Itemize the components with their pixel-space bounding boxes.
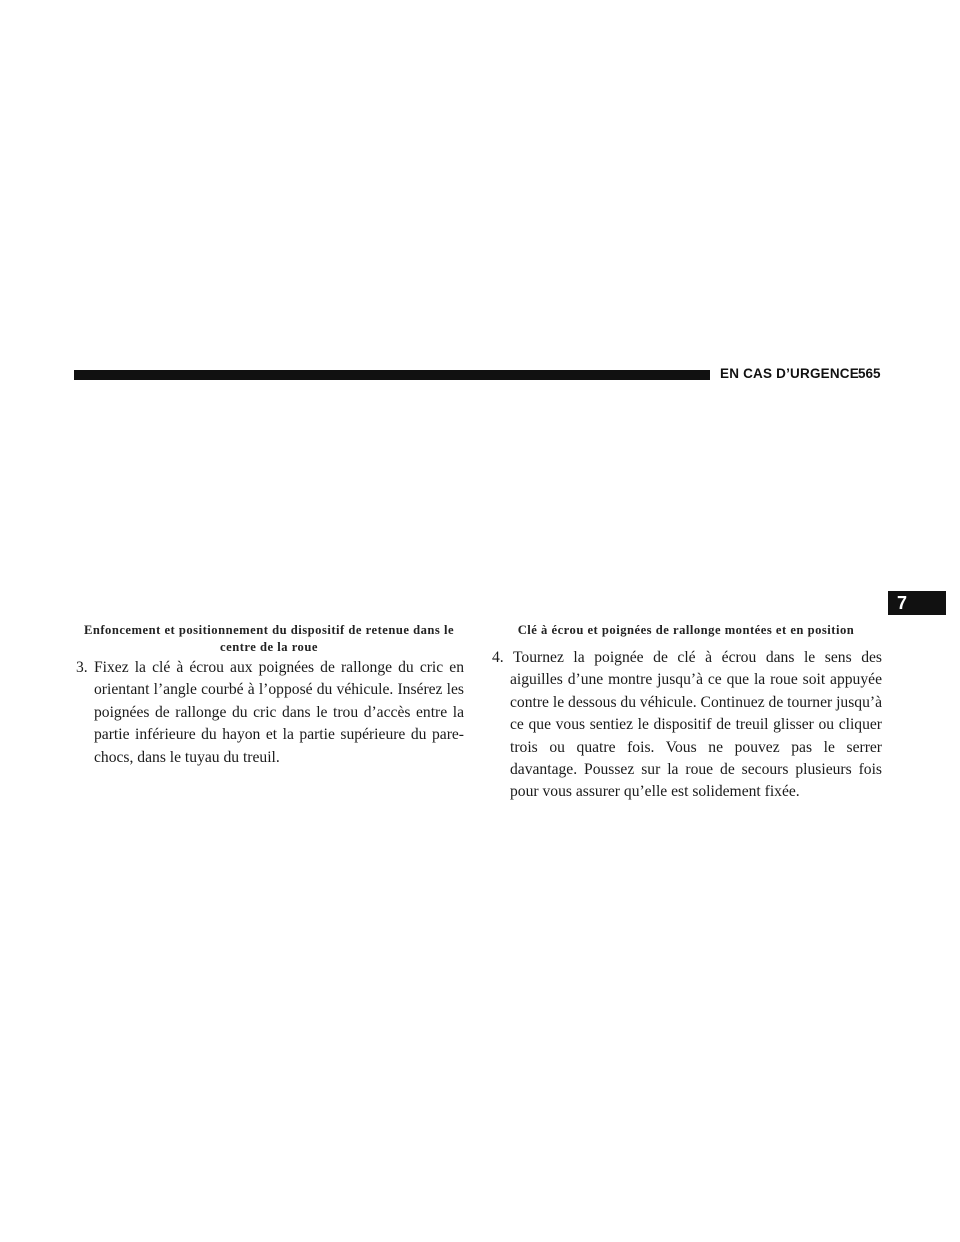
- chapter-tab-number: 7: [897, 593, 908, 613]
- figure-caption-right: Clé à écrou et poignées de rallonge montées et en position: [517, 623, 855, 637]
- step-text: Fixez la clé à écrou aux poignées de rallonge du cric en orientant l’angle courbé à l’opposé du véhicule. Insérez les poignées de rallonge du cric dans le trou d’accès entre la partie inférieure du hayon et la partie supérieure du pare-chocs, dans le tuyau du treuil.: [94, 659, 464, 766]
- step-text: Tournez la poignée de clé à écrou dans le sens des aiguilles d’une montre jusqu’à ce que la roue soit appuyée contre le dessous du véhicule. Continuez de tourner jusqu’à ce que vous sentiez le dispositif de treuil glisser ou cliquer trois ou quatre fois. Vous ne pouvez pas le serrer davantage. Poussez sur la roue de secours plusieurs fois pour vous assurer qu’elle est solidement fixée.: [510, 649, 882, 801]
- chapter-tab[interactable]: [888, 591, 946, 615]
- instruction-step-3: [76, 657, 464, 769]
- instruction-step-4: [492, 647, 882, 804]
- header-rule: [74, 370, 710, 380]
- page-number: 565: [858, 366, 881, 381]
- figure-caption-left: Enfoncement et positionnement du dispositif de retenue dans le centre de la roue: [83, 623, 455, 654]
- step-number: 3.: [76, 659, 88, 676]
- section-title: EN CAS D’URGENCE: [720, 366, 859, 381]
- step-number: 4.: [492, 649, 504, 666]
